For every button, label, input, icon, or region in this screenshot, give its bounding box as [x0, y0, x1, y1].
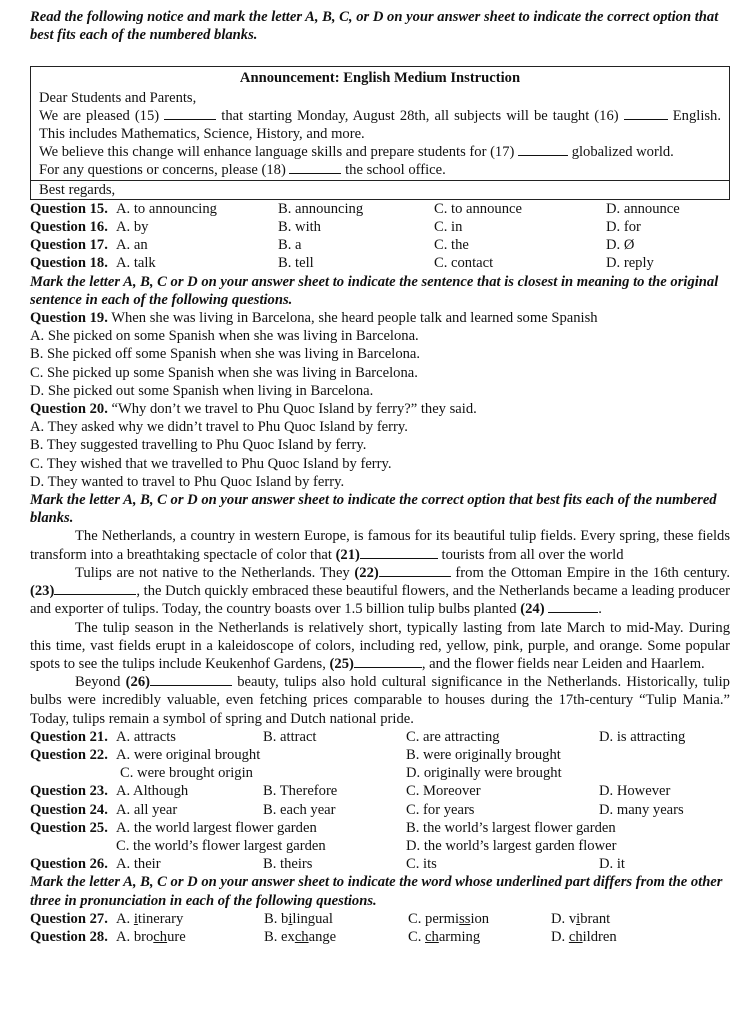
- instruction-pronunciation: Mark the letter A, B, C or D on your answer sheet to indicate the word whose underlined part differs from the other three in pronunciation in each of the following questions.: [30, 874, 723, 909]
- question-row: [30, 837, 730, 855]
- notice-text: English. This includes Mathematics, Science, History, and more.: [39, 107, 721, 143]
- underlined-part: ch: [153, 928, 168, 945]
- option-d: [551, 910, 610, 928]
- option-text: brant: [580, 910, 611, 927]
- option-b: B. a: [278, 237, 302, 254]
- option-d: D. the world’s largest garden flower: [406, 837, 617, 854]
- reading-passage: [30, 527, 730, 727]
- notice-title: Announcement: English Medium Instruction: [239, 70, 521, 87]
- option-a: A. by: [116, 219, 149, 236]
- option-d: D. many years: [599, 801, 684, 818]
- option-d: D. She picked out some Spanish when living in Barcelona.: [30, 382, 374, 399]
- blank-number-26: (26): [125, 674, 150, 691]
- option-c: C. the world’s flower largest garden: [116, 837, 326, 854]
- option-a: A. They asked why we didn’t travel to Phu Quoc Island by ferry.: [30, 419, 408, 436]
- option-a: [116, 910, 264, 928]
- blank-17: [518, 143, 568, 156]
- option-c: C. for years: [406, 801, 475, 818]
- question-label: Question 18.: [30, 255, 108, 272]
- question-row: [30, 746, 730, 764]
- blank-number-23: (23): [30, 583, 55, 600]
- mc-block-2: [30, 728, 730, 874]
- question-row: [30, 254, 730, 272]
- passage-text: The tulip season in the Netherlands is relatively short, typically lasting from late March to mid-May. During this time, vast fields erupt in a kaleidoscope of colors, including red, yellow, pink, purple, and orange. Some popular spots to see the tulips include Keukenhof Gardens,: [30, 619, 730, 672]
- option-b: B. each year: [263, 801, 336, 818]
- passage-paragraph-4: [30, 673, 730, 728]
- notice-line-2: [39, 143, 721, 161]
- question-stem: “Why don’t we travel to Phu Quoc Island by ferry?” they said.: [111, 401, 477, 418]
- blank-21: [360, 546, 438, 559]
- option-d: D. announce: [606, 200, 680, 217]
- blank-26: [150, 673, 232, 686]
- option-text: C. permi: [408, 910, 460, 927]
- option-d: D. is attracting: [599, 728, 686, 745]
- option-c: [408, 928, 551, 946]
- instruction-closest-meaning: Mark the letter A, B, C or D on your answer sheet to indicate the sentence that is closest in meaning to the original sentence in each of the following questions.: [30, 273, 719, 308]
- option-text: tinerary: [137, 910, 184, 927]
- option-text: D.: [551, 928, 569, 945]
- option-b: B. They suggested travelling to Phu Quoc Island by ferry.: [30, 437, 367, 454]
- underlined-part: i: [288, 910, 293, 927]
- option-b: B. with: [278, 219, 321, 236]
- question-row: [30, 801, 730, 819]
- question-label: Question 26.: [30, 856, 108, 873]
- passage-text: beauty, tulips also hold cultural significance in the Netherlands. Historically, tulip bulbs were incredibly valuable, even fetching prices comparable to houses during the 17th-century “Tulip Mania.” Today, tulips remain a symbol of spring and Dutch national pride.: [30, 674, 730, 727]
- exam-page: [30, 8, 730, 946]
- option-text: ildren: [582, 928, 617, 945]
- question-row: [30, 728, 730, 746]
- blank-15: [164, 107, 216, 120]
- notice-text: the school office.: [345, 162, 446, 179]
- option-d: D. reply: [606, 255, 654, 272]
- passage-text: tourists from all over the world: [441, 546, 624, 563]
- question-row: [30, 218, 730, 236]
- option-a: A. talk: [116, 255, 156, 272]
- option-b: B. She picked off some Spanish when she was living in Barcelona.: [30, 346, 421, 363]
- notice-line-1: [39, 107, 721, 143]
- option-a: A. She picked on some Spanish when she was living in Barcelona.: [30, 328, 419, 345]
- question-row: [30, 910, 730, 928]
- question-row: [30, 782, 730, 800]
- question-label-spacer: [30, 837, 116, 855]
- option-c: [408, 910, 551, 928]
- option-text: ure: [167, 928, 186, 945]
- option-d: D. for: [606, 219, 641, 236]
- blank-number-21: (21): [335, 546, 360, 563]
- underlined-part: ch: [425, 928, 439, 945]
- question-label: Question 28.: [30, 928, 108, 945]
- blank-number-22: (22): [354, 564, 379, 581]
- notice-line-3: [39, 161, 721, 179]
- option-c: C. contact: [434, 255, 494, 272]
- blank-22: [379, 564, 451, 577]
- option-c: C. its: [406, 856, 437, 873]
- question-row: [30, 819, 730, 837]
- notice-text: We believe this change will enhance language skills and prepare students for (17): [39, 144, 515, 161]
- option-text: arming: [438, 928, 481, 945]
- option-c: C. in: [434, 219, 463, 236]
- option-b: B. theirs: [263, 856, 313, 873]
- notice-closing: Best regards,: [31, 180, 729, 199]
- question-row: [30, 855, 730, 873]
- underlined-part: ss: [459, 910, 471, 927]
- blank-24: [548, 600, 598, 613]
- passage-paragraph-1: [30, 527, 730, 563]
- option-a: A. to announcing: [116, 200, 217, 217]
- option-a: A. the world largest flower garden: [116, 819, 317, 836]
- option-d: [551, 928, 617, 946]
- option-c: C. the: [434, 237, 469, 254]
- blank-25: [354, 655, 422, 668]
- question-label: Question 16.: [30, 219, 108, 236]
- notice-box: [30, 66, 730, 199]
- option-d: D. They wanted to travel to Phu Quoc Island by ferry.: [30, 473, 345, 490]
- passage-text: Beyond: [75, 674, 121, 691]
- underlined-part: i: [133, 910, 138, 927]
- option-a: A. an: [116, 237, 148, 254]
- question-label: Question 21.: [30, 728, 108, 745]
- question-20: [30, 400, 730, 491]
- option-b: [264, 910, 408, 928]
- passage-paragraph-3: [30, 619, 730, 674]
- blank-number-24: (24): [520, 601, 545, 618]
- option-text: B. ex: [264, 928, 295, 945]
- underlined-part: ch: [294, 928, 309, 945]
- notice-text: that starting Monday, August 28th, all subjects will be taught (16): [221, 107, 619, 124]
- question-label: Question 19.: [30, 310, 108, 327]
- mc-block-1: [30, 200, 730, 273]
- question-19: [30, 309, 730, 400]
- question-row: [30, 764, 730, 782]
- option-b: B. announcing: [278, 200, 364, 217]
- option-b: B. Therefore: [263, 783, 338, 800]
- option-a: A. attracts: [116, 728, 176, 745]
- option-d: D. However: [599, 783, 671, 800]
- option-a: A. their: [116, 856, 161, 873]
- question-label: Question 24.: [30, 801, 108, 818]
- option-a: [116, 928, 264, 946]
- passage-paragraph-2: Tulips are not native to the Netherlands. They (22) from the Ottoman Empire in the 16th century. (23) , the Dutch quickly embraced these beautiful flowers, and the Netherlands became a leading producer and exporter of tulips. Today, the country boasts over 1.5 billion tulip bulbs planted (24) .: [30, 564, 730, 618]
- question-label: Question 15.: [30, 200, 108, 217]
- blank-18: [289, 161, 341, 174]
- option-d: D. Ø: [606, 237, 635, 254]
- option-a: A. all year: [116, 801, 178, 818]
- question-label: Question 25.: [30, 819, 108, 836]
- option-b: [264, 928, 408, 946]
- option-c: C. She picked up some Spanish when she was living in Barcelona.: [30, 364, 418, 381]
- option-text: B. b: [264, 910, 289, 927]
- question-label: Question 22.: [30, 746, 108, 763]
- option-text: ange: [308, 928, 337, 945]
- notice-text: For any questions or concerns, please (18): [39, 162, 286, 179]
- option-c: C. are attracting: [406, 728, 500, 745]
- passage-text: , the Dutch quickly embraced these beautiful flowers, and the Netherlands became a leading producer and exporter of tulips. Today, the country boasts over 1.5 billion tulip bulbs planted: [30, 583, 730, 618]
- underlined-part: ch: [568, 928, 583, 945]
- question-label-spacer: [30, 764, 116, 782]
- question-label: Question 20.: [30, 401, 108, 418]
- passage-text: from the Ottoman Empire in the 16th century.: [455, 564, 730, 581]
- question-row: [30, 928, 730, 946]
- blank-number-25: (25): [329, 655, 354, 672]
- option-b: B. attract: [263, 728, 317, 745]
- option-text: ion: [470, 910, 490, 927]
- option-d: D. it: [599, 856, 625, 873]
- blank-23: [54, 582, 136, 595]
- option-a: A. were original brought: [116, 746, 261, 763]
- passage-text: Tulips are not native to the Netherlands. They: [75, 564, 350, 581]
- instruction-notice: Read the following notice and mark the letter A, B, C, or D on your answer sheet to indicate the correct option that best fits each of the numbered blanks.: [30, 9, 719, 44]
- question-label: Question 17.: [30, 237, 108, 254]
- option-text: A. bro: [116, 928, 154, 945]
- instruction-passage: Mark the letter A, B, C or D on your answer sheet to indicate the correct option that best fits each of the numbered blanks.: [30, 492, 717, 527]
- question-row: [30, 200, 730, 218]
- notice-text: We are pleased (15): [39, 107, 160, 124]
- option-b: B. the world’s largest flower garden: [406, 819, 616, 836]
- pronunciation-block: [30, 910, 730, 946]
- passage-text: , and the flower fields near Leiden and Haarlem.: [421, 655, 705, 672]
- passage-text: The Netherlands, a country in western Europe, is famous for its beautiful tulip fields. Every spring, these fields transform into a breathtaking spectacle of color that: [30, 528, 730, 563]
- option-a: A. Although: [116, 783, 189, 800]
- notice-text: globalized world.: [571, 144, 674, 161]
- question-stem: When she was living in Barcelona, she heard people talk and learned some Spanish: [111, 310, 598, 327]
- option-b: B. were originally brought: [406, 746, 561, 763]
- option-b: B. tell: [278, 255, 314, 272]
- blank-16: [624, 107, 668, 120]
- question-row: [30, 236, 730, 254]
- option-text: D. v: [551, 910, 577, 927]
- option-c: C. Moreover: [406, 783, 481, 800]
- underlined-part: i: [576, 910, 581, 927]
- question-label: Question 27.: [30, 910, 108, 927]
- question-label: Question 23.: [30, 783, 108, 800]
- option-text: A.: [116, 910, 134, 927]
- option-c: C. to announce: [434, 200, 522, 217]
- option-text: C.: [408, 928, 426, 945]
- notice-greeting: Dear Students and Parents,: [39, 89, 197, 106]
- option-c: C. They wished that we travelled to Phu Quoc Island by ferry.: [30, 455, 392, 472]
- option-c: C. were brought origin: [120, 765, 253, 782]
- option-text: lingual: [292, 910, 333, 927]
- option-d: D. originally were brought: [406, 765, 562, 782]
